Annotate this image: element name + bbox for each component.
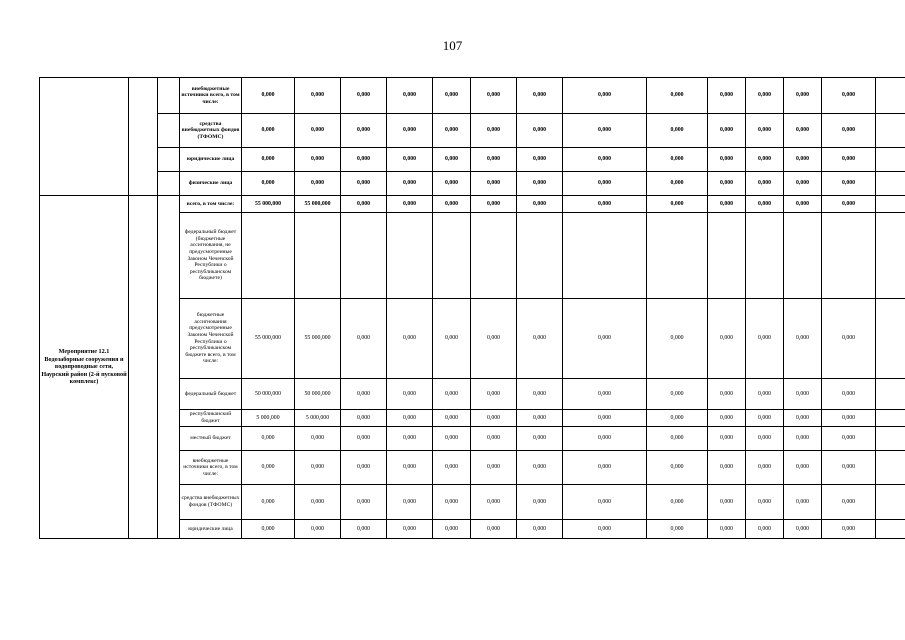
empty-cell: [876, 520, 905, 539]
empty-cell: [876, 114, 905, 148]
value-cell: 0,000: [708, 196, 746, 213]
empty-cell: [876, 78, 905, 114]
value-cell: 0,000: [822, 299, 876, 379]
value-cell: 0,000: [746, 196, 784, 213]
value-cell: 0,000: [517, 427, 563, 451]
value-cell: 0,000: [471, 172, 517, 196]
value-cell: 0,000: [708, 451, 746, 485]
empty-cell: [876, 379, 905, 410]
value-cell: 0,000: [647, 172, 708, 196]
value-cell: 0,000: [822, 148, 876, 172]
value-cell: 0,000: [433, 299, 471, 379]
value-cell: 0,000: [784, 427, 822, 451]
value-cell: 0,000: [647, 114, 708, 148]
value-cell: 0,000: [517, 78, 563, 114]
empty-cell: [876, 196, 905, 213]
value-cell: 0,000: [242, 485, 295, 520]
value-cell: 0,000: [471, 114, 517, 148]
funding-source-label: федеральный бюджет (бюджетные ассигнования, не предусмотренные Законом Чеченской Республики о республиканском бюджете): [180, 213, 242, 299]
value-cell: 0,000: [647, 148, 708, 172]
value-cell: 0,000: [433, 379, 471, 410]
value-cell: 55 000,000: [242, 299, 295, 379]
value-cell: 0,000: [341, 196, 387, 213]
value-cell: 0,000: [822, 427, 876, 451]
value-cell: 0,000: [708, 520, 746, 539]
value-cell: 0,000: [784, 196, 822, 213]
value-cell: 0,000: [242, 114, 295, 148]
value-cell: 0,000: [517, 379, 563, 410]
value-cell: 0,000: [471, 485, 517, 520]
value-cell: 0,000: [563, 78, 647, 114]
measure-name: Мероприятие 12.1 Водозаборные сооружения и водопроводные сети, Наурский район (2-й пусковой комплекс): [40, 196, 129, 539]
value-cell: 0,000: [647, 520, 708, 539]
empty-cell: [129, 196, 158, 539]
funding-source-label: юридические лица: [180, 520, 242, 539]
value-cell: 0,000: [708, 485, 746, 520]
funding-source-label: всего, в том числе:: [180, 196, 242, 213]
value-cell: 0,000: [746, 114, 784, 148]
value-cell: 0,000: [708, 148, 746, 172]
value-cell: 0,000: [242, 172, 295, 196]
value-cell: 0,000: [471, 451, 517, 485]
value-cell: 0,000: [647, 196, 708, 213]
value-cell: 0,000: [433, 410, 471, 427]
value-cell: 0,000: [471, 148, 517, 172]
value-cell: 0,000: [295, 520, 341, 539]
empty-cell: [708, 213, 746, 299]
empty-cell: [647, 213, 708, 299]
value-cell: 0,000: [471, 520, 517, 539]
value-cell: 0,000: [295, 172, 341, 196]
value-cell: 0,000: [784, 172, 822, 196]
value-cell: 0,000: [387, 114, 433, 148]
value-cell: 0,000: [563, 172, 647, 196]
value-cell: 0,000: [242, 148, 295, 172]
value-cell: 0,000: [647, 410, 708, 427]
empty-cell: [40, 78, 129, 196]
value-cell: 0,000: [784, 379, 822, 410]
value-cell: 0,000: [647, 379, 708, 410]
value-cell: 0,000: [746, 172, 784, 196]
value-cell: 0,000: [341, 379, 387, 410]
value-cell: 0,000: [784, 410, 822, 427]
value-cell: 0,000: [822, 114, 876, 148]
table-row: [40, 196, 905, 213]
value-cell: 0,000: [746, 78, 784, 114]
value-cell: 0,000: [295, 451, 341, 485]
value-cell: 0,000: [563, 520, 647, 539]
value-cell: 0,000: [746, 410, 784, 427]
page-number: 107: [442, 38, 463, 53]
value-cell: 0,000: [471, 196, 517, 213]
table-row: [40, 172, 905, 196]
value-cell: 0,000: [433, 78, 471, 114]
table-row: [40, 148, 905, 172]
value-cell: 0,000: [746, 148, 784, 172]
value-cell: 0,000: [647, 299, 708, 379]
empty-cell: [341, 213, 387, 299]
funding-source-label: средства внебюджетных фондов (ТФОМС): [180, 114, 242, 148]
value-cell: 0,000: [433, 451, 471, 485]
table-row: [40, 78, 905, 114]
value-cell: 0,000: [471, 299, 517, 379]
value-cell: 0,000: [341, 299, 387, 379]
empty-cell: [876, 485, 905, 520]
budget-table: [39, 77, 905, 539]
value-cell: 0,000: [517, 196, 563, 213]
value-cell: 0,000: [387, 410, 433, 427]
value-cell: 50 000,000: [295, 379, 341, 410]
funding-source-label: внебюджетные источники всего, в том числе:: [180, 451, 242, 485]
value-cell: 0,000: [295, 78, 341, 114]
value-cell: 0,000: [784, 299, 822, 379]
value-cell: 0,000: [708, 114, 746, 148]
empty-cell: [822, 213, 876, 299]
value-cell: 0,000: [746, 451, 784, 485]
value-cell: 0,000: [563, 485, 647, 520]
empty-cell: [387, 213, 433, 299]
value-cell: 0,000: [471, 410, 517, 427]
value-cell: 0,000: [295, 148, 341, 172]
value-cell: 0,000: [784, 114, 822, 148]
value-cell: 0,000: [746, 427, 784, 451]
value-cell: 0,000: [295, 427, 341, 451]
value-cell: 0,000: [471, 379, 517, 410]
value-cell: 0,000: [433, 196, 471, 213]
value-cell: 55 000,000: [242, 196, 295, 213]
funding-source-label: местный бюджет: [180, 427, 242, 451]
value-cell: 50 000,000: [242, 379, 295, 410]
empty-cell: [876, 299, 905, 379]
empty-cell: [876, 213, 905, 299]
value-cell: 0,000: [784, 148, 822, 172]
value-cell: 0,000: [746, 520, 784, 539]
funding-source-label: федеральный бюджет: [180, 379, 242, 410]
value-cell: 0,000: [242, 520, 295, 539]
value-cell: 0,000: [387, 427, 433, 451]
value-cell: 0,000: [784, 520, 822, 539]
value-cell: 0,000: [341, 427, 387, 451]
value-cell: 0,000: [433, 427, 471, 451]
empty-cell: [876, 410, 905, 427]
value-cell: 0,000: [517, 148, 563, 172]
value-cell: 0,000: [387, 196, 433, 213]
empty-cell: [876, 148, 905, 172]
value-cell: 0,000: [708, 379, 746, 410]
value-cell: 0,000: [647, 485, 708, 520]
value-cell: 0,000: [822, 78, 876, 114]
value-cell: 0,000: [433, 520, 471, 539]
value-cell: 0,000: [517, 172, 563, 196]
value-cell: 0,000: [387, 520, 433, 539]
value-cell: 0,000: [708, 427, 746, 451]
value-cell: 0,000: [387, 379, 433, 410]
empty-cell: [242, 213, 295, 299]
value-cell: 0,000: [647, 427, 708, 451]
funding-source-label: средства внебюджетных фондов (ТФОМС): [180, 485, 242, 520]
empty-cell: [158, 148, 180, 172]
value-cell: 0,000: [822, 410, 876, 427]
value-cell: 0,000: [563, 427, 647, 451]
value-cell: 0,000: [387, 299, 433, 379]
value-cell: 0,000: [563, 114, 647, 148]
value-cell: 0,000: [517, 520, 563, 539]
value-cell: 0,000: [563, 379, 647, 410]
empty-cell: [158, 196, 180, 539]
value-cell: 0,000: [708, 299, 746, 379]
value-cell: 0,000: [242, 427, 295, 451]
value-cell: 0,000: [387, 148, 433, 172]
value-cell: 0,000: [517, 114, 563, 148]
value-cell: 0,000: [341, 520, 387, 539]
value-cell: 0,000: [341, 114, 387, 148]
value-cell: 0,000: [647, 451, 708, 485]
value-cell: 0,000: [517, 299, 563, 379]
value-cell: 0,000: [433, 485, 471, 520]
value-cell: 0,000: [563, 451, 647, 485]
value-cell: 0,000: [387, 485, 433, 520]
value-cell: 0,000: [471, 78, 517, 114]
empty-cell: [876, 451, 905, 485]
value-cell: 0,000: [822, 172, 876, 196]
value-cell: 0,000: [341, 451, 387, 485]
value-cell: 0,000: [563, 148, 647, 172]
value-cell: 0,000: [708, 410, 746, 427]
empty-cell: [158, 114, 180, 148]
funding-source-label: бюджетные ассигнования предусмотренные Законом Чеченской Республики о республиканском бюджете всего, в том числе:: [180, 299, 242, 379]
value-cell: 0,000: [341, 485, 387, 520]
value-cell: 0,000: [822, 485, 876, 520]
value-cell: 55 000,000: [295, 196, 341, 213]
value-cell: 0,000: [517, 451, 563, 485]
empty-cell: [876, 172, 905, 196]
value-cell: 0,000: [242, 78, 295, 114]
value-cell: 0,000: [433, 172, 471, 196]
empty-cell: [517, 213, 563, 299]
value-cell: 0,000: [784, 78, 822, 114]
value-cell: 0,000: [341, 148, 387, 172]
value-cell: 0,000: [708, 172, 746, 196]
value-cell: 0,000: [517, 485, 563, 520]
value-cell: 0,000: [822, 379, 876, 410]
value-cell: 0,000: [563, 299, 647, 379]
value-cell: 0,000: [563, 410, 647, 427]
value-cell: 0,000: [341, 78, 387, 114]
empty-cell: [784, 213, 822, 299]
value-cell: 0,000: [563, 196, 647, 213]
table-row: [40, 114, 905, 148]
value-cell: 0,000: [341, 410, 387, 427]
value-cell: 0,000: [784, 485, 822, 520]
value-cell: 0,000: [295, 114, 341, 148]
empty-cell: [295, 213, 341, 299]
value-cell: 0,000: [387, 78, 433, 114]
value-cell: 0,000: [822, 196, 876, 213]
empty-cell: [158, 172, 180, 196]
value-cell: 0,000: [746, 379, 784, 410]
value-cell: 0,000: [822, 520, 876, 539]
value-cell: 0,000: [387, 451, 433, 485]
value-cell: 0,000: [433, 148, 471, 172]
funding-source-label: физические лица: [180, 172, 242, 196]
value-cell: 0,000: [647, 78, 708, 114]
value-cell: 55 000,000: [295, 299, 341, 379]
value-cell: 0,000: [517, 410, 563, 427]
empty-cell: [563, 213, 647, 299]
value-cell: 5 000,000: [242, 410, 295, 427]
funding-source-label: юридические лица: [180, 148, 242, 172]
empty-cell: [158, 78, 180, 114]
value-cell: 0,000: [784, 451, 822, 485]
value-cell: 0,000: [471, 427, 517, 451]
value-cell: 0,000: [387, 172, 433, 196]
value-cell: 0,000: [746, 299, 784, 379]
funding-source-label: республиканский бюджет: [180, 410, 242, 427]
empty-cell: [876, 427, 905, 451]
value-cell: 0,000: [295, 485, 341, 520]
value-cell: 0,000: [708, 78, 746, 114]
value-cell: 0,000: [822, 451, 876, 485]
value-cell: 5 000,000: [295, 410, 341, 427]
value-cell: 0,000: [242, 451, 295, 485]
empty-cell: [129, 78, 158, 196]
value-cell: 0,000: [341, 172, 387, 196]
empty-cell: [471, 213, 517, 299]
funding-source-label: внебюджетные источники всего, в том числе:: [180, 78, 242, 114]
empty-cell: [746, 213, 784, 299]
value-cell: 0,000: [746, 485, 784, 520]
value-cell: 0,000: [433, 114, 471, 148]
empty-cell: [433, 213, 471, 299]
